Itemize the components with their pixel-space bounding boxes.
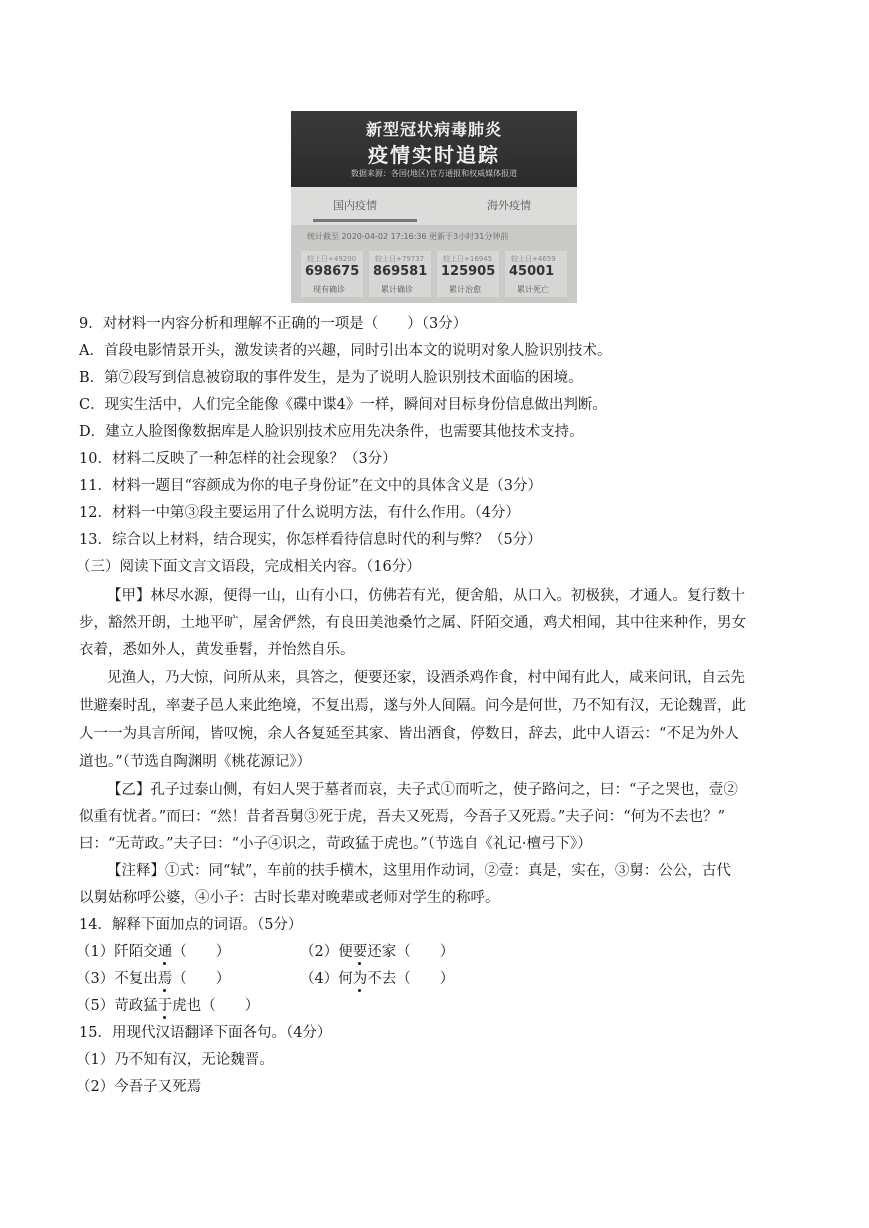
q14-item-5-dotted-word: 于 (157, 998, 173, 1014)
stat-current-confirmed: 较上日+49200 698675 现有确诊 (301, 251, 363, 297)
question-9-option-a: A．首段电影情景开头，激发读者的兴趣，同时引出本文的说明对象人脸识别技术。 (79, 343, 612, 359)
stat-total-confirmed: 较上日+79737 869581 累计确诊 (369, 251, 431, 297)
stat-total-cured: 较上日+16945 125905 累计治愈 (437, 251, 499, 297)
question-11: 11．材料一题目“容颜成为你的电子身份证”在文中的具体含义是（3分） (79, 478, 542, 494)
q14-item-5: （5）苛政猛于虎也（ ） (76, 998, 260, 1014)
q14-item-1-dotted-word: 通 (157, 944, 173, 960)
photo-tab-domestic: 国内疫情 (333, 199, 377, 212)
q14-item-4: （4）何为不去（ ） (300, 971, 455, 987)
question-9-option-b: B．第⑦段写到信息被窃取的事件发生，是为了说明人脸识别技术面临的困境。 (79, 370, 583, 386)
epidemic-tracker-photo (291, 111, 577, 303)
passage-jia-line-2: 步，豁然开朗，土地平旷，屋舍俨然，有良田美池桑竹之属、阡陌交通，鸡犬相闻，其中往来种作，男女 (79, 615, 746, 631)
question-14: 14．解释下面加点的词语。（5分） (79, 917, 303, 933)
q14-item-4-dotted-word: 为 (352, 971, 368, 987)
q14-item-2-dotted-word: 要 (352, 944, 368, 960)
question-13: 13．综合以上材料，结合现实，你怎样看待信息时代的利与弊？（5分） (79, 532, 542, 548)
q14-item-1: （1）阡陌交通（ ） (76, 944, 231, 960)
question-15-item-2: （2）今吾子又死焉 (76, 1079, 202, 1095)
passage-yi-line-2: 似重有忧者。”而曰：“然！昔者吾舅③死于虎，吾夫又死焉，今吾子又死焉。”夫子问：“何为不去也？” (79, 809, 726, 825)
question-15: 15．用现代汉语翻译下面各句。（4分） (79, 1025, 332, 1041)
photo-timestamp: 统计截至 2020-04-02 17:16:36 更新于3小时31分钟前 (307, 232, 509, 241)
q14-item-3-dotted-word: 焉 (157, 971, 173, 987)
photo-title-1: 新型冠状病毒肺炎 (365, 120, 502, 139)
question-9-option-d: D．建立人脸图像数据库是人脸识别技术应用先决条件，也需要其他技术支持。 (79, 424, 584, 440)
stat-total-deaths: 较上日+4659 45001 累计死亡 (505, 251, 567, 297)
photo-title-2: 疫情实时追踪 (368, 143, 500, 167)
photo-stats (301, 251, 569, 297)
question-15-item-1: （1）乃不知有汉，无论魏晋。 (76, 1052, 274, 1068)
q14-item-2: （2）便要还家（ ） (300, 944, 455, 960)
notes-line-2: 以舅姑称呼公婆，④小子：古时长辈对晚辈或老师对学生的称呼。 (79, 890, 500, 906)
photo-source: 数据来源：各国(地区)官方通报和权威媒体报道 (350, 169, 518, 178)
passage-yi-line-3: 曰：“无苛政。”夫子曰：“小子④识之，苛政猛于虎也。”（节选自《礼记·檀弓下》） (79, 836, 592, 852)
photo-tab-underline (313, 219, 417, 222)
passage-jia-line-3: 衣着，悉如外人，黄发垂髫，并怡然自乐。 (79, 642, 355, 658)
notes-line-1: 【注释】①式：同“轼”，车前的扶手横木，这里用作动词，②壹：真是，实在，③舅：公公，古代 (107, 863, 731, 879)
question-9: 9．对材料一内容分析和理解不正确的一项是（ ）（3分） (79, 316, 468, 332)
passage-jia-line-1: 【甲】林尽水源，便得一山，山有小口，仿佛若有光，便舍船，从口入。初极狭，才通人。复行数十 (107, 588, 745, 604)
photo-tab-overseas: 海外疫情 (487, 199, 531, 212)
passage-yi-line-1: 【乙】孔子过泰山侧，有妇人哭于墓者而哀，夫子式①而听之，使子路问之，曰：“子之哭也，壹② (107, 782, 738, 798)
passage-jia-line-5: 世避秦时乱，率妻子邑人来此绝境，不复出焉，遂与外人间隔。问今是何世，乃不知有汉，无论魏晋，此 (79, 698, 746, 714)
passage-jia-line-6: 人一一为具言所闻，皆叹惋，余人各复延至其家、皆出酒食，停数日，辞去，此中人语云：“不足为外人 (79, 726, 739, 742)
question-9-option-c: C．现实生活中，人们完全能像《碟中谍4》一样，瞬间对目标身份信息做出判断。 (79, 397, 607, 413)
question-10: 10．材料二反映了一种怎样的社会现象？（3分） (79, 451, 397, 467)
passage-jia-line-4: 见渔人，乃大惊，问所从来，具答之，便要还家，设酒杀鸡作食，村中闻有此人，咸来问讯，自云先 (107, 670, 745, 686)
question-12: 12．材料一中第③段主要运用了什么说明方法，有什么作用。（4分） (79, 505, 520, 521)
section-3-heading: （三）阅读下面文言文语段，完成相关内容。（16分） (76, 559, 421, 575)
photo-banner (291, 111, 577, 187)
q14-item-3: （3）不复出焉（ ） (76, 971, 231, 987)
passage-jia-line-7: 道也。”（节选自陶渊明《桃花源记》） (79, 754, 312, 770)
photo-tabs (291, 187, 577, 225)
